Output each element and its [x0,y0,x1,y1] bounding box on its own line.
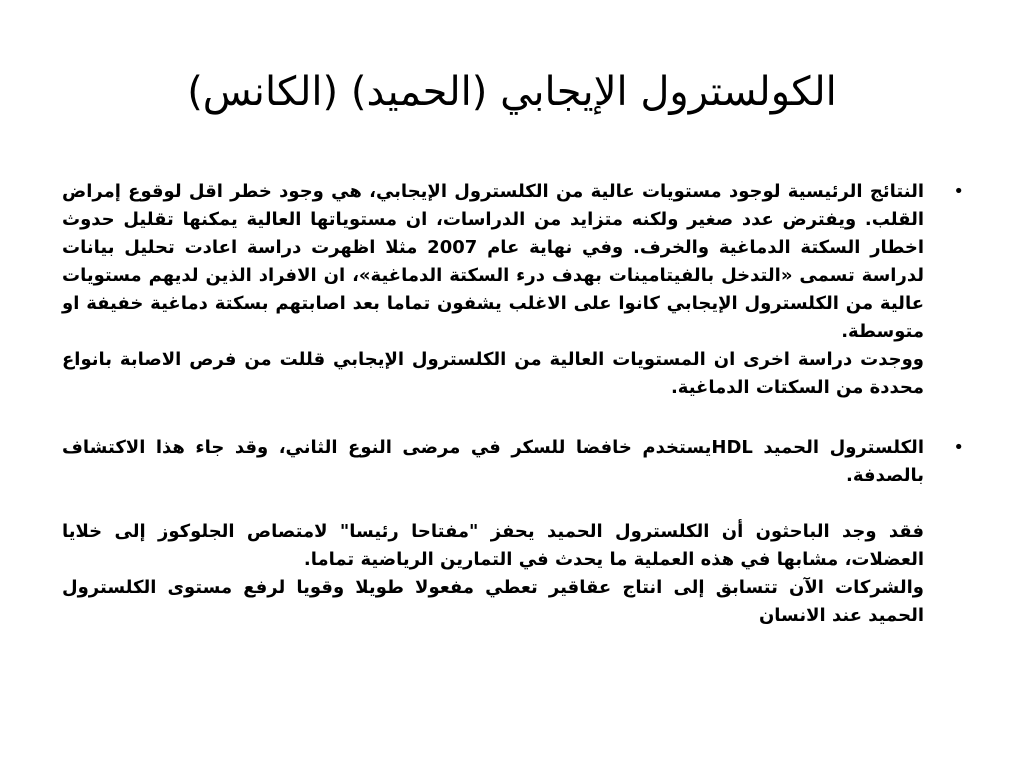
paragraph-main-findings: النتائج الرئيسية لوجود مستويات عالية من الكلسترول الإيجابي، هي وجود خطر اقل لوقوع إمراض القلب. ويفترض عدد صغير ولكنه متزايد من الدراسات، ان مستوياتها العالية يمكنها تقليل حدوث اخطار السكتة الدماغية والخرف. وفي نهاية عام 2007 مثلا اظهرت دراسة اعادت تحليل بيانات لدراسة تسمى «التدخل بالفيتامينات بهدف درء السكتة الدماغية»، ان الافراد الذين لديهم مستويات عالية من الكلسترول الإيجابي كانوا على الاغلب يشفون تماما بعد اصابتهم بسكتة دماغية خفيفة او متوسطة. [62,181,924,342]
paragraph-hdl-sugar: الكلسترول الحميد HDLيستخدم خافضا للسكر في مرضى النوع الثاني، وقد جاء هذا الاكتشاف بالصدفة. [62,437,924,486]
paragraph-glucose-switch: فقد وجد الباحثون أن الكلسترول الحميد يحفز "مفتاحا رئيسا" لامتصاص الجلوكوز إلى خلايا العضلات، مشابها في هذه العملية ما يحدث في التمارين الرياضية تماما. [62,521,924,570]
paragraph-stroke-study: ووجدت دراسة اخرى ان المستويات العالية من الكلسترول الإيجابي قللت من فرص الاصابة بانواع محددة من السكتات الدماغية. [62,349,924,398]
bullet-list [62,178,964,662]
paragraph-drug-companies: والشركات الآن تتسابق إلى انتاج عقاقير تعطي مفعولا طويلا وقويا لرفع مستوى الكلسترول الحميد عند الانسان [62,577,924,626]
bullet-item-hdl-diabetes [62,434,964,630]
slide-title: الكولسترول الإيجابي (الحميد) (الكانس) [187,69,837,115]
bullet-item-hdl-benefits [62,178,964,402]
bullet-marker: • [953,437,964,458]
bullet-marker: • [953,181,964,202]
